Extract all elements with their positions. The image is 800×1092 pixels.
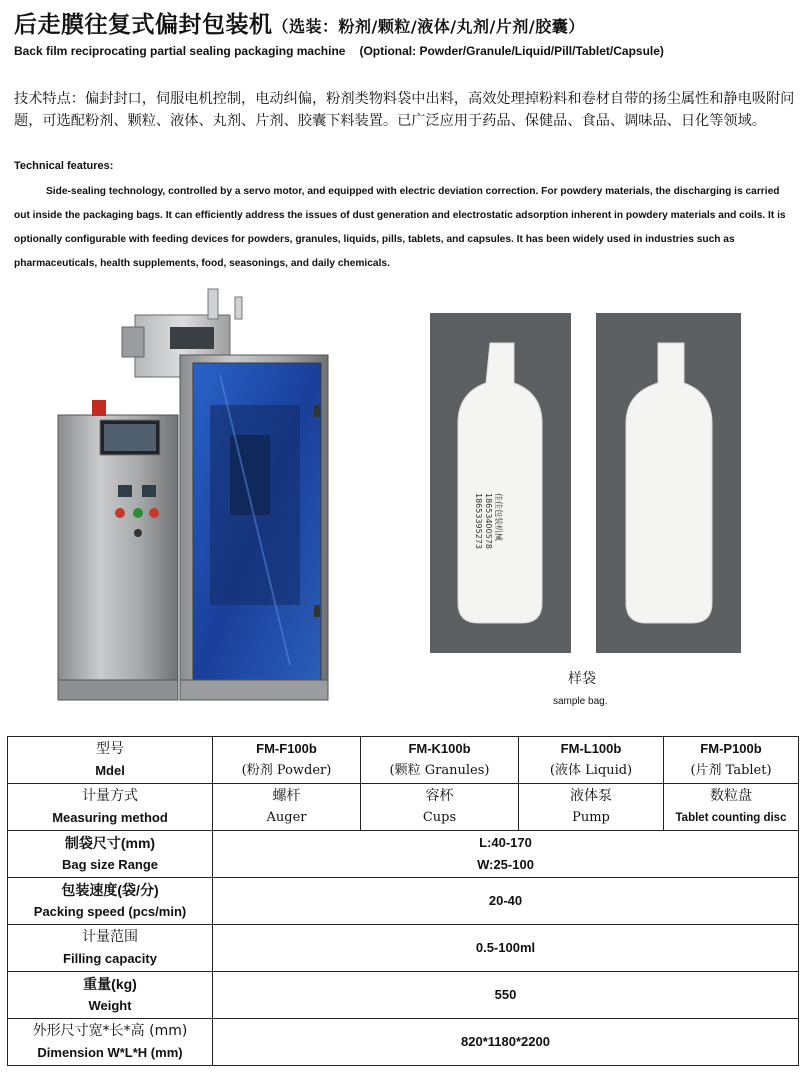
row-label: 型号 Mdel — [8, 737, 213, 784]
model-cell: FM-L100b (液体 Liquid) — [519, 737, 664, 784]
measuring-cell: 容杯 Cups — [361, 784, 519, 831]
sample-caption-en: sample bag. — [553, 696, 608, 707]
title-optional: （选装：粉剂/颗粒/液体/丸剂/片剂/胶囊） — [272, 17, 585, 36]
features-zh: 技术特点：偏封封口，伺服电机控制，电动纠偏，粉剂类物料袋中出料，高效处理掉粉料和卷材自带的扬尘属性和静电吸附问题，可选配粉剂、颗粒、液体、丸剂、片剂、胶囊下料装置。已广泛应用于药品、保健品、食品、调味品、日化等领域。 — [14, 91, 795, 129]
table-row-speed — [8, 878, 799, 925]
spec-table — [7, 736, 799, 1066]
row-label: 制袋尺寸(mm) Bag size Range — [8, 831, 213, 878]
features-en-heading: Technical features: — [14, 160, 114, 172]
row-label: 包装速度(袋/分) Packing speed (pcs/min) — [8, 878, 213, 925]
table-row-model — [8, 737, 799, 784]
title-main: 后走膜往复式偏封包装机 — [14, 12, 273, 38]
bag-size-value: L:40-170 W:25-100 — [213, 831, 799, 878]
table-row-dimension — [8, 1019, 799, 1066]
sample-bag-back — [596, 313, 741, 653]
bag-print-2: 18653400578 — [484, 493, 493, 549]
model-cell: FM-F100b (粉剂 Powder) — [213, 737, 361, 784]
row-label: 外形尺寸宽*长*高 (mm) Dimension W*L*H (mm) — [8, 1019, 213, 1066]
measuring-cell: 液体泵 Pump — [519, 784, 664, 831]
features-en-body: Side-sealing technology, controlled by a servo motor, and equipped with electric deviation correction. For powdery materials, the discharging is carried out inside the packaging bags. It can efficiently address the issues of dust generation and electrostatic adsorption inherent in powdery materials and coils. It is optionally configurable with feeding devices for powders, granules, liquids, pills, tablets, and capsules. It has been widely used in industries such as pharmaceuticals, health supplements, food, seasonings, and daily chemicals. — [14, 186, 786, 269]
dimension-value: 820*1180*2200 — [213, 1019, 799, 1066]
weight-value: 550 — [213, 972, 799, 1019]
table-row-filling — [8, 925, 799, 972]
subtitle-optional: (Optional: Powder/Granule/Liquid/Pill/Tablet/Capsule) — [359, 44, 664, 58]
bag-print-3: 18653395273 — [474, 493, 483, 549]
model-cell: FM-P100b (片剂 Tablet) — [664, 737, 799, 784]
sample-bag-front — [430, 313, 571, 653]
page-subtitle — [14, 44, 664, 58]
table-row-weight — [8, 972, 799, 1019]
row-label: 计量方式 Measuring method — [8, 784, 213, 831]
measuring-cell: 数粒盘 Tablet counting disc — [664, 784, 799, 831]
speed-value: 20-40 — [213, 878, 799, 925]
row-label: 计量范围 Filling capacity — [8, 925, 213, 972]
row-label: 重量(kg) Weight — [8, 972, 213, 1019]
machine-photo — [50, 285, 340, 710]
sample-caption-zh: 样袋 — [568, 671, 596, 687]
measuring-cell: 螺杆 Auger — [213, 784, 361, 831]
filling-value: 0.5-100ml — [213, 925, 799, 972]
bag-print-1: 佳佳包装机械 — [494, 493, 503, 541]
subtitle-main: Back film reciprocating partial sealing packaging machine — [14, 44, 346, 58]
table-row-measuring — [8, 784, 799, 831]
model-cell: FM-K100b (颗粒 Granules) — [361, 737, 519, 784]
table-row-bag-size — [8, 831, 799, 878]
page-title — [14, 6, 585, 39]
